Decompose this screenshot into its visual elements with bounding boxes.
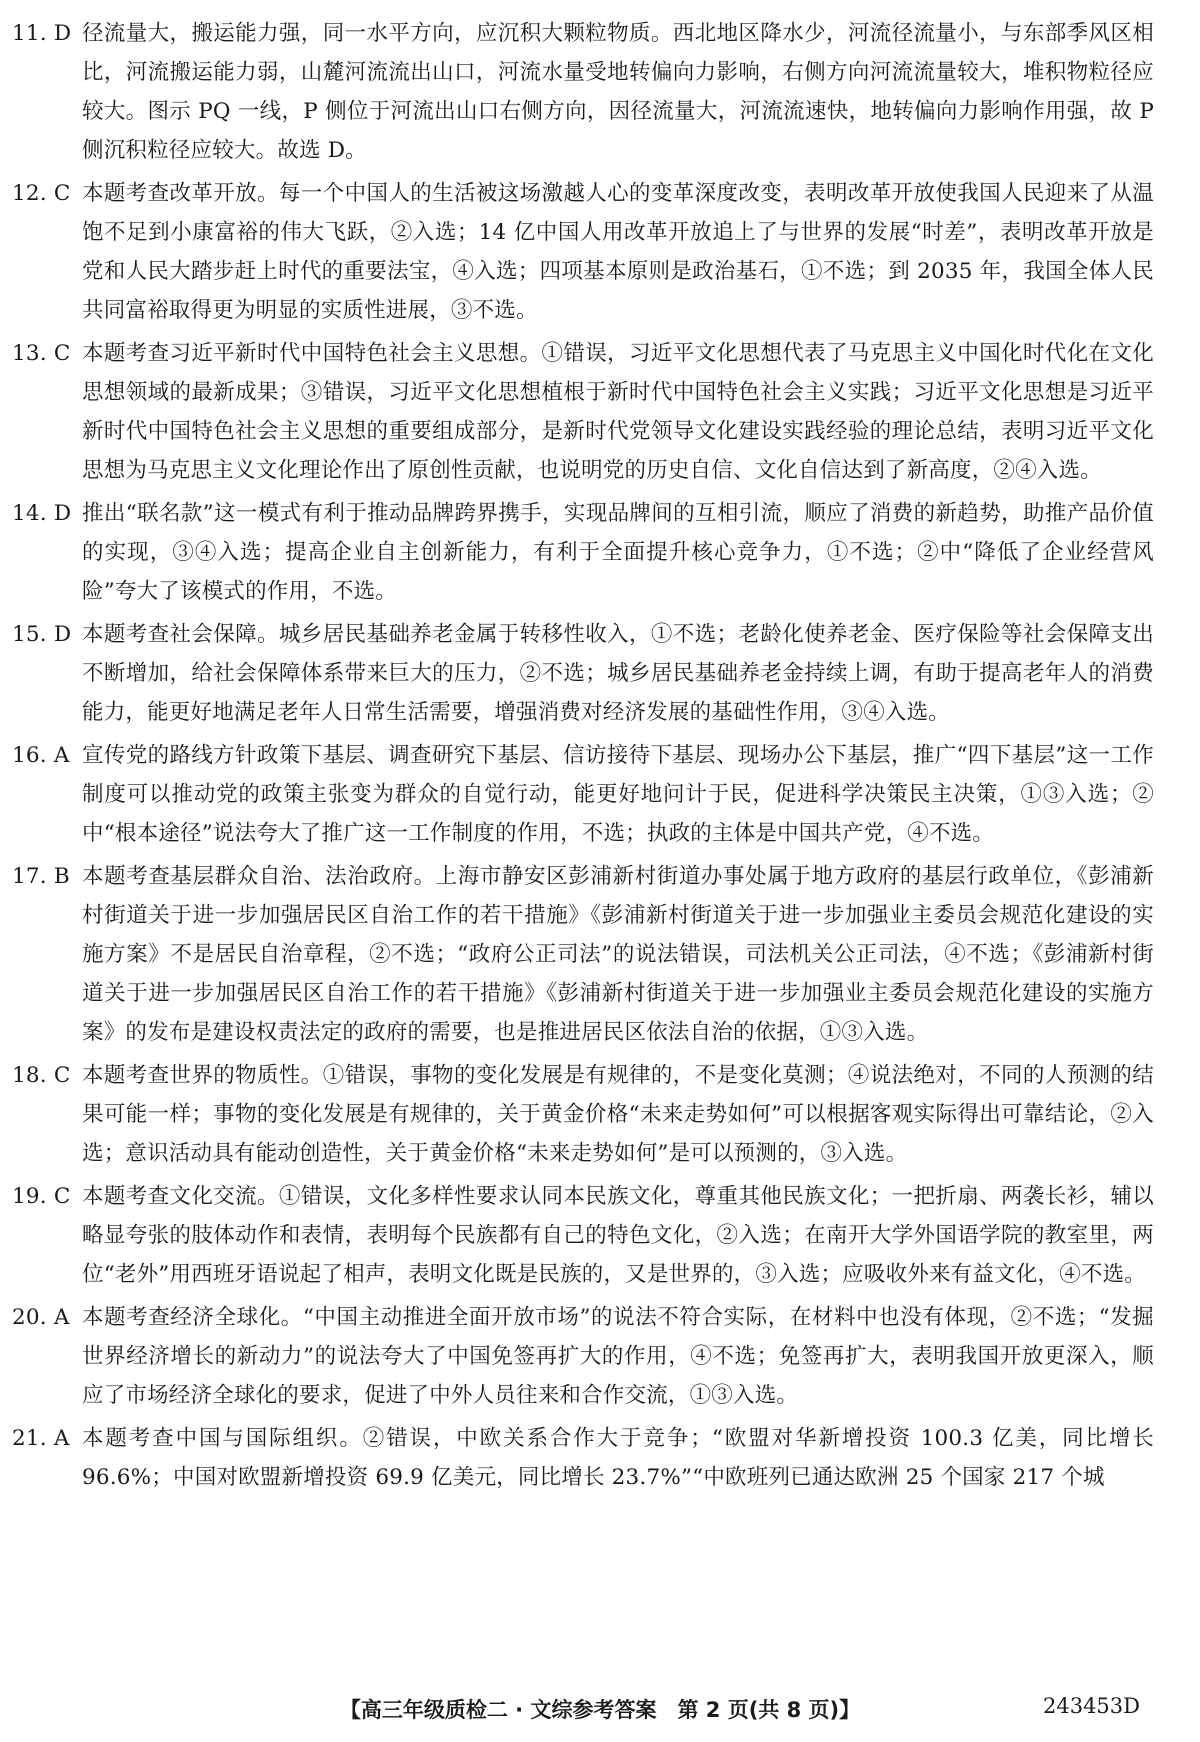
answer-number: 17. B [12,864,70,889]
answer-item-13 [12,334,1154,490]
answer-explanation: 本题考查改革开放。每一个中国人的生活被这场激越人心的变革深度改变，表明改革开放使我国人民迎来了从温饱不足到小康富裕的伟大飞跃，②入选；14 亿中国人用改革开放追上了与世界的发展“时差”，表明改革开放是党和人民大踏步赶上时代的重要法宝，④入选；四项基本原则是政治基石，①不选；到 2035 年，我国全体人民共同富裕取得更为明显的实质性进展，③不选。 [82,181,1154,323]
answer-item-20 [12,1298,1154,1415]
answer-number: 15. D [12,622,72,647]
answer-number: 13. C [12,341,71,366]
answer-number: 20. A [12,1305,70,1330]
answer-item-17 [12,857,1154,1052]
answer-item-18 [12,1056,1154,1173]
answer-explanation: 宣传党的路线方针政策下基层、调查研究下基层、信访接待下基层、现场办公下基层，推广“四下基层”这一工作制度可以推动党的政策主张变为群众的自觉行动，能更好地问计于民，促进科学决策民主决策，①③入选；②中“根本途径”说法夸大了推广这一工作制度的作用，不选；执政的主体是中国共产党，④不选。 [82,743,1154,846]
answer-item-21 [12,1419,1154,1497]
answer-explanation: 本题考查习近平新时代中国特色社会主义思想。①错误，习近平文化思想代表了马克思主义中国化时代化在文化思想领域的最新成果；③错误，习近平文化思想植根于新时代中国特色社会主义实践；习近平文化思想是习近平新时代中国特色社会主义思想的重要组成部分，是新时代党领导文化建设实践经验的理论总结，表明习近平文化思想为马克思主义文化理论作出了原创性贡献，也说明党的历史自信、文化自信达到了新高度，②④入选。 [82,341,1154,483]
answer-number: 16. A [12,743,70,768]
answer-number: 18. C [12,1063,71,1088]
page-footer [0,1694,1200,1724]
answer-item-12 [12,174,1154,330]
answer-number: 11. D [12,21,72,46]
answer-explanation: 本题考查经济全球化。“中国主动推进全面开放市场”的说法不符合实际，在材料中也没有体现，②不选；“发掘世界经济增长的新动力”的说法夸大了中国免签再扩大的作用，④不选；免签再扩大，表明我国开放更深入，顺应了市场经济全球化的要求，促进了中外人员往来和合作交流，①③入选。 [82,1305,1154,1408]
answer-explanation: 本题考查世界的物质性。①错误，事物的变化发展是有规律的，不是变化莫测；④说法绝对，不同的人预测的结果可能一样；事物的变化发展是有规律的，关于黄金价格“未来走势如何”可以根据客观实际得出可靠结论，②入选；意识活动具有能动创造性，关于黄金价格“未来走势如何”是可以预测的，③入选。 [82,1063,1154,1166]
answer-number: 12. C [12,181,71,206]
answer-explanation: 推出“联名款”这一模式有利于推动品牌跨界携手，实现品牌间的互相引流，顺应了消费的新趋势，助推产品价值的实现，③④入选；提高企业自主创新能力，有利于全面提升核心竞争力，①不选；②中“降低了企业经营风险”夸大了该模式的作用，不选。 [82,501,1154,604]
answer-explanation: 本题考查文化交流。①错误，文化多样性要求认同本民族文化，尊重其他民族文化；一把折扇、两袭长衫，辅以略显夸张的肢体动作和表情，表明每个民族都有自己的特色文化，②入选；在南开大学外国语学院的教室里，两位“老外”用西班牙语说起了相声，表明文化既是民族的，又是世界的，③入选；应吸收外来有益文化，④不选。 [82,1184,1154,1287]
answer-number: 14. D [12,501,72,526]
answer-explanation: 本题考查社会保障。城乡居民基础养老金属于转移性收入，①不选；老龄化使养老金、医疗保险等社会保障支出不断增加，给社会保障体系带来巨大的压力，②不选；城乡居民基础养老金持续上调，有助于提高老年人的消费能力，能更好地满足老年人日常生活需要，增强消费对经济发展的基础性作用，③④入选。 [82,622,1154,725]
answer-number: 21. A [12,1426,70,1451]
answer-explanation: 本题考查基层群众自治、法治政府。上海市静安区彭浦新村街道办事处属于地方政府的基层行政单位，《彭浦新村街道关于进一步加强居民区自治工作的若干措施》《彭浦新村街道关于进一步加强业主委员会规范化建设的实施方案》不是居民自治章程，②不选；“政府公正司法”的说法错误，司法机关公正司法，④不选；《彭浦新村街道关于进一步加强居民区自治工作的若干措施》《彭浦新村街道关于进一步加强业主委员会规范化建设的实施方案》的发布是建设权责法定的政府的需要，也是推进居民区依法自治的依据，①③入选。 [82,864,1154,1045]
answer-explanation: 本题考查中国与国际组织。②错误，中欧关系合作大于竞争；“欧盟对华新增投资 100.3 亿美，同比增长 96.6%；中国对欧盟新增投资 69.9 亿美元，同比增长 23.7%”“中欧班列已通达欧洲 25 个国家 217 个城 [82,1426,1154,1490]
footer-title: 【高三年级质检二 · 文综参考答案 第 2 页(共 8 页)】 [339,1698,861,1722]
answer-explanation: 径流量大，搬运能力强，同一水平方向，应沉积大颗粒物质。西北地区降水少，河流径流量小，与东部季风区相比，河流搬运能力弱，山麓河流流出山口，河流水量受地转偏向力影响，右侧方向河流流量较大，堆积物粒径应较大。图示 PQ 一线，P 侧位于河流出山口右侧方向，因径流量大，河流流速快，地转偏向力影响作用强，故 P 侧沉积粒径应较大。故选 D。 [82,21,1154,163]
answer-item-11 [12,14,1154,170]
answer-list [12,14,1154,1501]
answer-number: 19. C [12,1184,71,1209]
document-code: 243453D [1042,1694,1140,1718]
answer-item-19 [12,1177,1154,1294]
answer-item-16 [12,736,1154,853]
answer-item-15 [12,615,1154,732]
answer-item-14 [12,494,1154,611]
